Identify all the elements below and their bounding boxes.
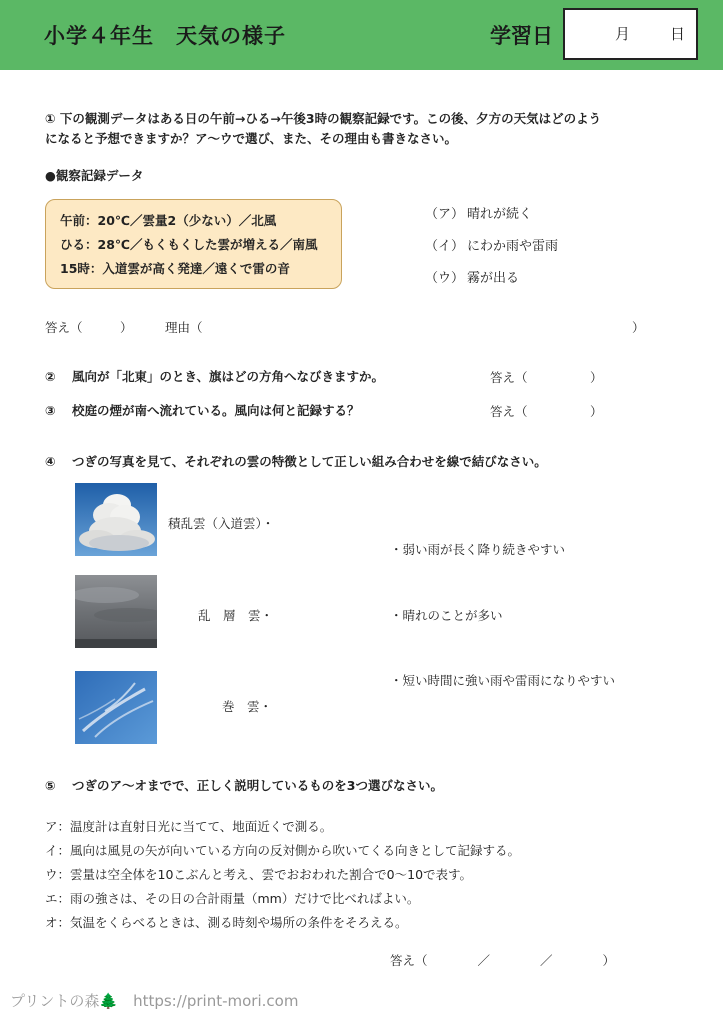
q2-number: ② <box>45 369 56 384</box>
q3-number: ③ <box>45 403 56 418</box>
q5-number: ⑤ <box>45 778 56 793</box>
data-line-15: 15時：入道雲が高く発達／遠くで雷の音 <box>60 261 290 276</box>
q5-item-i: イ：風向は風見の矢が向いている方向の反対側から吹いてくる向きとして記録する。 <box>45 843 521 858</box>
q1-line2: になると予想できますか？ア～ウで選び、また、その理由も書きなさい。 <box>45 131 458 146</box>
date-box[interactable] <box>563 8 698 60</box>
q2-text: 風向が「北東」のとき、旗はどの方角へなびきますか。 <box>72 369 385 384</box>
cloud-label-cirrus[interactable]: 巻 雲・ <box>222 699 273 714</box>
data-line-noon: ひる：28℃／もくもくした雲が増える／南風 <box>60 237 318 252</box>
choice-u-mark: （ウ） <box>425 271 465 286</box>
cumulonimbus-photo <box>75 483 157 556</box>
choice-u-text: 霧が出る <box>467 271 520 286</box>
feature-clear[interactable]: ・晴れのことが多い <box>390 608 503 623</box>
q3-answer-field[interactable]: 答え（ ） <box>490 404 603 419</box>
header-bar <box>0 0 723 70</box>
q1-reason-close: ） <box>632 320 645 335</box>
cirrus-photo <box>75 671 157 744</box>
q5-item-a: ア：温度計は直射日光に当てて、地面近くで測る。 <box>45 819 333 834</box>
cloud-label-nimbostratus[interactable]: 乱 層 雲・ <box>198 608 274 623</box>
q4-number: ④ <box>45 454 56 469</box>
choice-i <box>425 235 558 254</box>
q5-answer-field[interactable]: 答え（ ／ ／ ） <box>390 953 616 968</box>
choice-a-mark: （ア） <box>425 207 465 222</box>
choice-a-text: 晴れが続く <box>467 207 533 222</box>
choice-u <box>425 267 519 286</box>
q2-answer-field[interactable]: 答え（ ） <box>490 370 603 385</box>
choice-a <box>425 203 532 222</box>
q4-text: つぎの写真を見て、それぞれの雲の特徴として正しい組み合わせを線で結びなさい。 <box>72 454 547 469</box>
choice-i-mark: （イ） <box>425 239 465 254</box>
q3-text: 校庭の煙が南へ流れている。風向は何と記録する？ <box>72 403 360 418</box>
page-title: 小学４年生 天気の様子 <box>44 24 286 48</box>
nimbostratus-photo <box>75 575 157 648</box>
feature-heavy-rain[interactable]: ・短い時間に強い雨や雷雨になりやすい <box>390 673 616 688</box>
data-heading: ●観察記録データ <box>45 168 144 183</box>
date-label: 学習日 <box>490 24 553 48</box>
day-label: 日 <box>670 25 686 43</box>
q1-line1: ① 下の観測データはある日の午前→ひる→午後3時の観察記録です。この後、夕方の天気はどのよう <box>45 111 602 126</box>
observation-data-box <box>45 199 342 289</box>
q5-item-u: ウ：雲量は空全体を10こぶんと考え、雲でおおわれた割合で0〜10で表す。 <box>45 867 473 882</box>
choice-i-text: にわか雨や雷雨 <box>467 239 559 254</box>
footer-site[interactable]: プリントの森🌲 https://print-mori.com <box>10 992 299 1010</box>
q5-item-e: エ：雨の強さは、その日の合計雨量（mm）だけで比べればよい。 <box>45 891 420 906</box>
q1-reason-field[interactable]: 理由（ <box>165 320 203 335</box>
feature-long-rain[interactable]: ・弱い雨が長く降り続きやすい <box>390 542 566 557</box>
q1-answer-field[interactable]: 答え（ ） <box>45 320 133 335</box>
q5-item-o: オ：気温をくらべるときは、測る時刻や場所の条件をそろえる。 <box>45 915 408 930</box>
cloud-label-cumulonimbus[interactable]: 積乱雲（入道雲）・ <box>168 516 275 531</box>
month-label: 月 <box>615 25 631 43</box>
q5-text: つぎのア～オまでで、正しく説明しているものを3つ選びなさい。 <box>72 778 443 793</box>
data-line-morning: 午前：20℃／雲量2（少ない）／北風 <box>60 213 277 228</box>
